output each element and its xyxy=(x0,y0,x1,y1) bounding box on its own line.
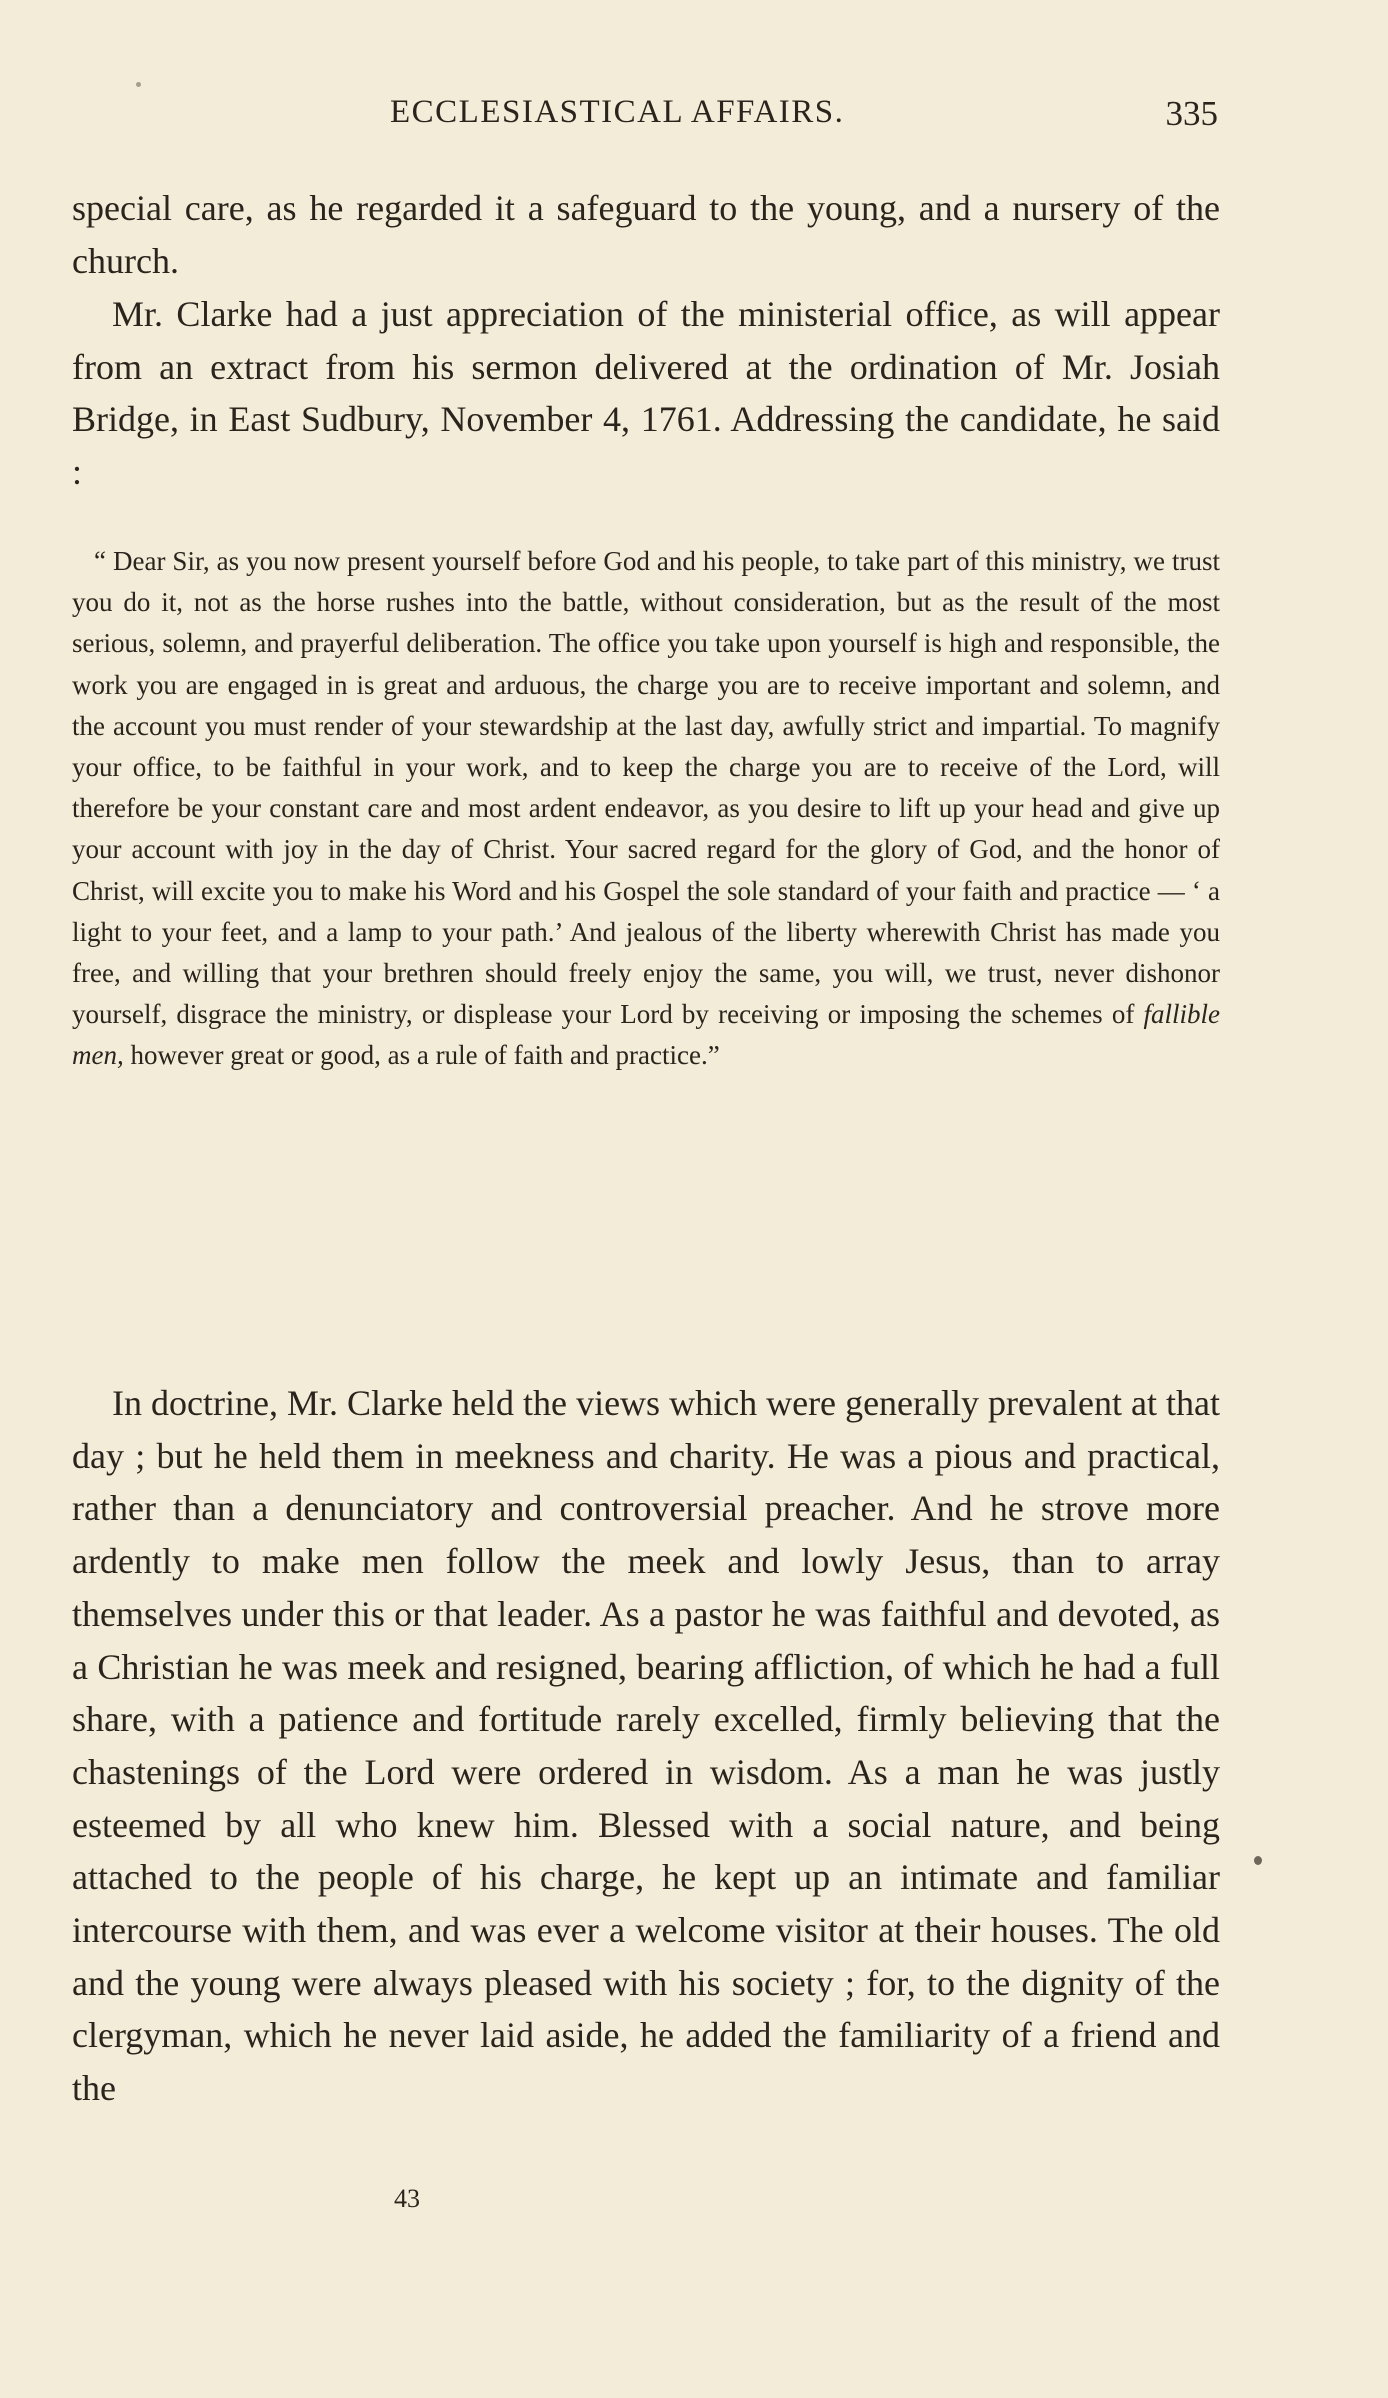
signature-mark: 43 xyxy=(394,2184,420,2213)
running-head xyxy=(390,94,1218,134)
quote-text-end: however great or good, as a rule of faith and practice.” xyxy=(123,1040,720,1071)
paragraph-text: Mr. Clarke had a just appreciation of the ministerial office, as will appear from an extract from his sermon delivered at the ordination of Mr. Josiah Bridge, in East Sudbury, November 4, 1761. Addressing the candidate, he said : xyxy=(72,294,1220,493)
paragraph-text: In doctrine, Mr. Clarke held the views which were generally prevalent at that day ; but he held them in meekness and charity. He was a pious and practical, rather than a denunciatory and controversial preacher. And he strove more ardently to make men follow the meek and lowly Jesus, than to array themselves under this or that leader. As a pastor he was faithful and devoted, as a Christian he was meek and resigned, bearing affliction, of which he had a full share, with a patience and fortitude rarely excelled, firmly believing that the chastenings of the Lord were ordered in wisdom. As a man he was justly esteemed by all who knew him. Blessed with a social nature, and being attached to the people of his charge, he kept up an intimate and familiar intercourse with them, and was ever a welcome visitor at their houses. The old and the young were always pleased with his society ; for, to the dignity of the clergyman, which he never laid aside, he added the familiarity of a friend and the xyxy=(72,1383,1220,2109)
block-quote xyxy=(72,541,1220,1077)
paper-speck xyxy=(136,82,141,87)
body-paragraph xyxy=(72,1377,1220,2115)
body-paragraph xyxy=(72,288,1220,499)
page-number: 335 xyxy=(1165,94,1218,133)
quote-italic-text: fallible men, xyxy=(72,999,1220,1071)
body-paragraph xyxy=(72,182,1220,287)
quote-text: “ Dear Sir, as you now present yourself before God and his people, to take part of this ministry, we trust you do it, not as the horse rushes into the battle, without consideration, but as the result of the most serious, solemn, and prayerful deliberation. The office you take upon yourself is high and responsible, the work you are engaged in is great and arduous, the charge you are to receive important and solemn, and the account you must render of your stewardship at the last day, awfully strict and impartial. To magnify your office, to be faithful in your work, and to keep the charge you are to receive of the Lord, will therefore be your constant care and most ardent endeavor, as you desire to lift up your head and give up your account with joy in the day of Christ. Your sacred regard for the glory of God, and the honor of Christ, will excite you to make his Word and his Gospel the sole standard of your faith and practice — ‘ a light to your feet, and a lamp to your path.’ And jealous of the liberty wherewith Christ has made you free, and willing that your brethren should freely enjoy the same, you will, we trust, never dishonor yourself, disgrace the ministry, or displease your Lord by receiving or imposing the schemes of xyxy=(72,546,1220,1030)
paper-speck xyxy=(1254,1856,1262,1865)
running-head-title: ECCLESIASTICAL AFFAIRS. xyxy=(390,94,845,130)
paragraph-text: special care, as he regarded it a safeguard to the young, and a nursery of the church. xyxy=(72,188,1220,281)
